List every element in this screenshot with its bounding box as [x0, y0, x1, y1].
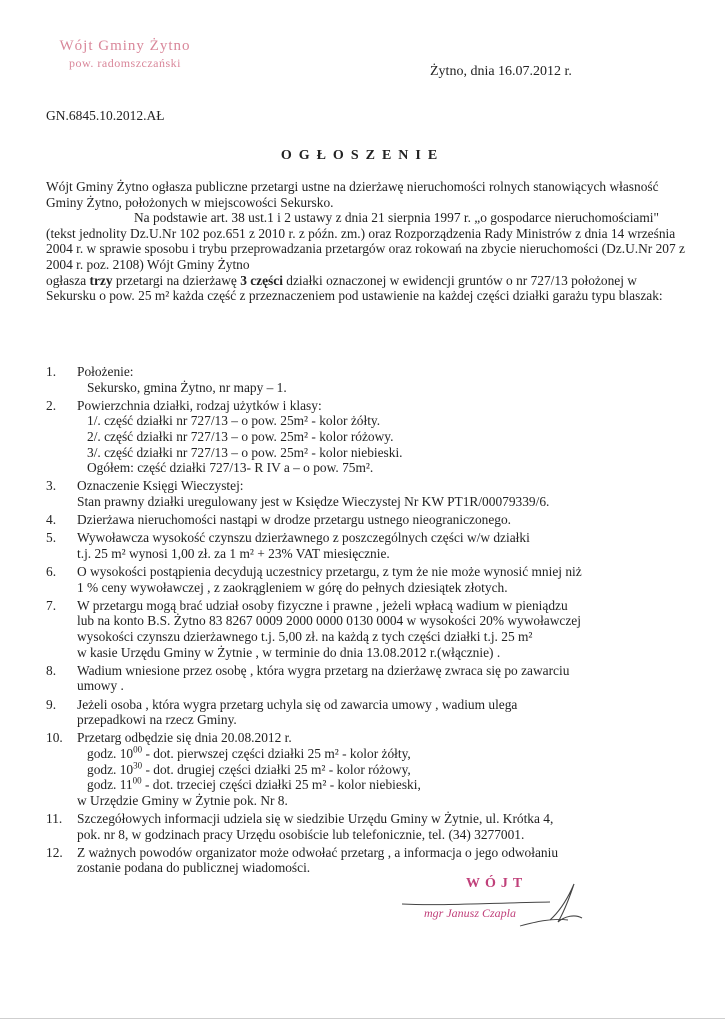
list-item [46, 811, 686, 842]
list-item-line: 1 % ceny wywoławczej , z zaokrągleniem w górę do pełnych dziesiątek złotych. [77, 579, 508, 595]
stamp-line-1: Wójt Gminy Żytno [59, 38, 191, 54]
list-item [46, 512, 686, 528]
intro-section [46, 179, 686, 304]
list-item-body [77, 598, 686, 660]
list-item-body [77, 811, 686, 842]
list-item-body [77, 845, 686, 876]
list-item-line: lub na konto B.S. Żytno 83 8267 0009 2000 0000 0130 0004 w wysokości 20% wywoławczej [77, 613, 581, 629]
list-item-number: 2. [46, 397, 57, 413]
numbered-list [46, 364, 686, 879]
list-item-line: przepadkowi na rzecz Gminy. [77, 712, 237, 728]
list-item-number: 9. [46, 696, 57, 712]
list-item-number: 6. [46, 564, 57, 580]
minute-value: 00 [133, 744, 143, 755]
list-item [46, 364, 686, 395]
list-item-line: Dzierżawa nieruchomości nastąpi w drodze przetargu ustnego nieograniczonego. [77, 512, 512, 528]
list-item [46, 663, 686, 694]
place-and-date: Żytno, dnia 16.07.2012 r. [430, 64, 572, 79]
document-title: OGŁOSZENIE [280, 148, 445, 163]
reference-number: GN.6845.10.2012.AŁ [46, 108, 165, 123]
signature-block [400, 876, 600, 936]
list-item-number: 8. [46, 662, 57, 678]
auction-hour-line [77, 762, 686, 778]
part-color: - kolor różowy, [328, 761, 411, 777]
part-description: - dot. pierwszej części działki 25 m² [142, 746, 343, 761]
list-item-line: Przetarg odbędzie się dnia 20.08.2012 r. [77, 730, 292, 746]
signature-name: mgr Janusz Czapla [424, 906, 517, 920]
page-bottom-edge [0, 1018, 725, 1019]
list-item-number: 3. [46, 478, 57, 494]
parcel-part-line: 3/. część działki nr 727/13 – o pow. 25m² - kolor niebieski. [87, 444, 403, 460]
list-item [46, 598, 686, 660]
list-item-line: Jeżeli osoba , która wygra przetarg uchyla się od zawarcia umowy , wadium ulega [77, 696, 518, 712]
list-item-number: 4. [46, 512, 57, 528]
list-item-number: 10. [46, 730, 63, 746]
list-item-body [77, 398, 686, 476]
list-item [46, 530, 686, 561]
intro-text: ogłasza [46, 272, 90, 288]
list-item [46, 478, 686, 509]
parcel-part-line: 1/. część działki nr 727/13 – o pow. 25m² - kolor żółty. [87, 413, 381, 429]
list-item-body [77, 478, 686, 509]
list-item-body [77, 530, 686, 561]
intro-text: działki oznaczonej w ewidencji gruntów o nr 727/13 położonej w Sekursku o pow. 25 m² każda część z przeznaczeniem pod ustawienie na każdej części działki garażu typu blaszak: [46, 272, 663, 304]
list-item-line: w kasie Urzędu Gminy w Żytnie , w terminie do dnia 13.08.2012 r.(włącznie) . [77, 644, 501, 660]
list-item-body [77, 512, 686, 528]
list-item [46, 730, 686, 808]
list-item-line: O wysokości postąpienia decydują uczestnicy przetargu, z tym że nie może wynosić mniej niż [77, 564, 582, 580]
list-item-body [77, 364, 686, 395]
list-item-body [77, 697, 686, 728]
list-item-line: Powierzchnia działki, rodzaj użytków i klasy: [77, 397, 322, 413]
list-item [46, 398, 686, 476]
part-color: - kolor żółty, [342, 746, 411, 761]
list-item [46, 564, 686, 595]
signature-title: WÓJT [466, 876, 528, 891]
minute-value: 30 [133, 760, 143, 771]
part-color: - kolor niebieski, [329, 777, 421, 793]
list-item-body [77, 663, 686, 694]
list-item-line: umowy . [77, 678, 124, 694]
stamp-line-2: pow. radomszczański [68, 56, 182, 70]
intro-paragraph-3 [46, 273, 686, 304]
list-item-line: w Urzędzie Gminy w Żytnie pok. Nr 8. [77, 792, 288, 808]
minute-value: 00 [132, 775, 142, 786]
part-description: - dot. drugiej części działki 25 m² [142, 761, 329, 777]
list-item-number: 5. [46, 530, 57, 546]
list-item-line: Wywoławcza wysokość czynszu dzierżawnego z poszczególnych części w/w działki [77, 530, 530, 546]
list-item-line: W przetargu mogą brać udział osoby fizyczne i prawne , jeżeli wpłacą wadium w pieniądzu [77, 597, 568, 613]
intro-bold-count: trzy [89, 272, 113, 288]
list-item [46, 697, 686, 728]
hour-value: godz. 11 [87, 777, 133, 793]
parcel-part-line: Ogółem: część działki 727/13- R IV a – o pow. 75m². [87, 460, 374, 476]
intro-paragraph-2: Na podstawie art. 38 ust.1 i 2 ustawy z dnia 21 sierpnia 1997 r. „o gospodarce nieruchomościami"(tekst jednolity Dz.U.Nr 102 poz.651 z 2010 r. z późn. zm.) oraz Rozporządzenia Rady Ministrów z dnia 14 września 2004 r. w sprawie sposobu i trybu przeprowadzania przetargów oraz rokowań na zbycie nieruchomości (Dz.U.Nr 207 z 2004 r. poz. 2108) Wójt Gminy Żytno [46, 210, 685, 272]
list-item-line: pok. nr 8, w godzinach pracy Urzędu osobiście lub telefonicznie, tel. (34) 3277001. [77, 826, 525, 842]
list-item-number: 12. [46, 844, 63, 860]
list-item-number: 7. [46, 597, 57, 613]
intro-bold-parts: 3 części [240, 272, 283, 288]
list-item-line: Sekursko, gmina Żytno, nr mapy – 1. [87, 379, 287, 395]
hour-value: godz. 10 [87, 761, 134, 777]
list-item-line: Stan prawny działki uregulowany jest w Księdze Wieczystej Nr KW PT1R/00079339/6. [77, 493, 550, 509]
parcel-part-line: 2/. część działki nr 727/13 – o pow. 25m² - kolor różowy. [87, 428, 394, 444]
list-item [46, 845, 686, 876]
list-item-body [77, 564, 686, 595]
intro-paragraph-1: Wójt Gminy Żytno ogłasza publiczne przetargi ustne na dzierżawę nieruchomości rolnych stanowiących własność Gminy Żytno, położonych w miejscowości Sekursko. [46, 179, 659, 210]
intro-text: przetargi na dzierżawę [112, 272, 241, 288]
list-item-line: Położenie: [77, 364, 134, 379]
list-item-line: Oznaczenie Księgi Wieczystej: [77, 478, 244, 494]
list-item-line: zostanie podana do publicznej wiadomości. [77, 860, 311, 876]
list-item-line: Szczegółowych informacji udziela się w siedzibie Urzędu Gminy w Żytnie, ul. Krótka 4, [77, 810, 554, 826]
office-stamp [40, 38, 210, 72]
list-item-line: t.j. 25 m² wynosi 1,00 zł. za 1 m² + 23% VAT miesięcznie. [77, 545, 390, 561]
list-item-line: wysokości czynszu dzierżawnego t.j. 5,00 zł. na każdą z tych części działki t.j. 25 m² [77, 629, 533, 645]
part-description: - dot. trzeciej części działki 25 m² [141, 777, 330, 793]
hour-value: godz. 10 [87, 746, 134, 761]
list-item-body [77, 730, 686, 808]
auction-hour-line [77, 746, 686, 762]
list-item-number: 1. [46, 364, 57, 379]
list-item-line: Wadium wniesione przez osobę , która wygra przetarg na dzierżawę zwraca się po zawarciu [77, 662, 570, 678]
list-item-line: Z ważnych powodów organizator może odwołać przetarg , a informacja o jego odwołaniu [77, 844, 559, 860]
list-item-number: 11. [46, 810, 63, 826]
auction-hour-line [77, 777, 686, 793]
